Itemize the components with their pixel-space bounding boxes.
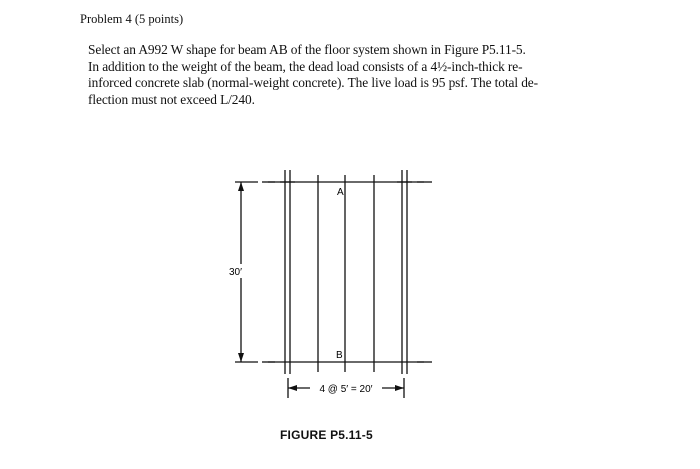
- figure-caption: FIGURE P5.11-5: [280, 428, 373, 442]
- span-arrow-left: [288, 385, 297, 391]
- span-arrow-right: [395, 385, 404, 391]
- label-spacing: 4 @ 5′ = 20′: [319, 384, 373, 395]
- problem-heading: Problem 4 (5 points): [80, 12, 184, 26]
- problem-line-3: inforced concrete slab (normal-weight concrete). The live load is 95 psf. The total de-: [88, 75, 539, 90]
- height-arrow-top: [238, 182, 244, 191]
- label-a: A: [337, 187, 344, 198]
- problem-line-4: flection must not exceed L/240.: [88, 91, 255, 107]
- problem-line-1: Select an A992 W shape for beam AB of the floor system shown in Figure P5.11-5.: [88, 42, 526, 57]
- label-b: B: [336, 350, 343, 361]
- problem-line-2: In addition to the weight of the beam, the dead load consists of a 4½-inch-thick re-: [88, 58, 523, 74]
- label-height: 30′: [229, 267, 242, 278]
- height-arrow-bottom: [238, 353, 244, 362]
